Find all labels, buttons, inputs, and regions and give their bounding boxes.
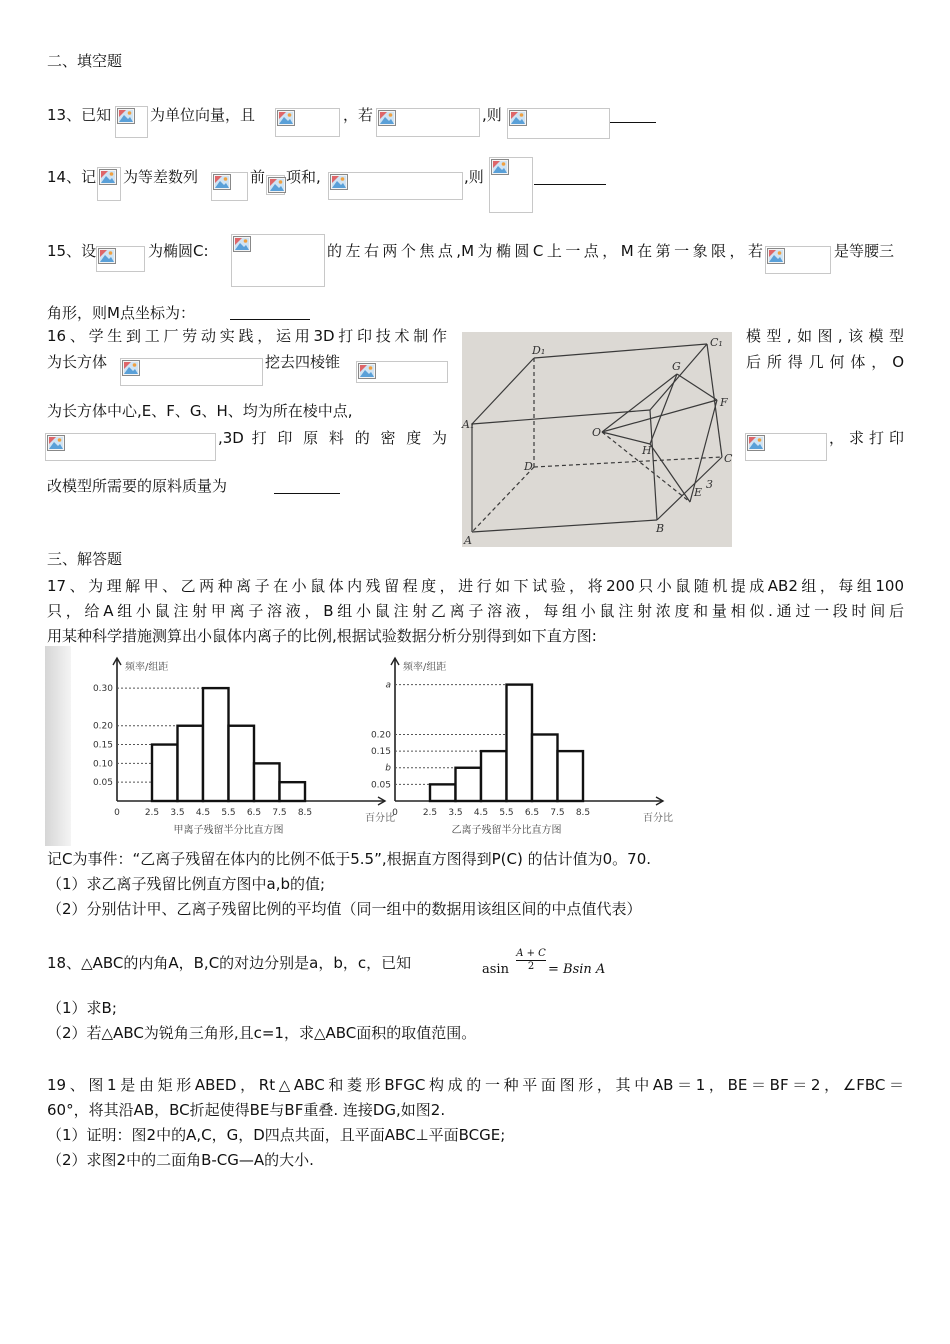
figure-label: B <box>656 522 665 535</box>
figure-label: G <box>672 360 681 373</box>
broken-image-icon <box>330 174 348 190</box>
q14-text-1: 为等差数列 <box>123 168 199 186</box>
q13-prefix: 13、已知 <box>47 106 112 124</box>
q13-text-1: 为单位向量，且 <box>150 106 256 124</box>
figure-label: C₁ <box>710 336 723 349</box>
formula-image-placeholder <box>507 108 610 139</box>
formula-image-placeholder <box>45 433 216 461</box>
broken-image-icon <box>277 110 295 126</box>
histogram-chart-1 <box>85 646 395 846</box>
x-tick-label: 8.5 <box>575 808 591 818</box>
broken-image-icon <box>509 110 527 126</box>
q17-line-3: 用某种科学措施测算出小鼠体内离子的比例,根据试验数据分析分别得到如下直方图: <box>47 627 597 645</box>
formula-part: = Bsin A <box>548 962 606 977</box>
broken-image-icon <box>213 174 231 190</box>
q15-text-2: 的左右两个焦点,M为椭圆C上一点，M在第一象限，若 <box>327 242 763 260</box>
q19-line-1: 19、图1是由矩形ABED，Rt△ABC和菱形BFGC构成的一种平面图形，其中AB＝1，BE＝BF＝2，∠FBC＝ <box>47 1076 904 1094</box>
chart-title: 乙离子残留半分比直方图 <box>451 825 562 836</box>
broken-image-icon <box>233 236 251 252</box>
q16-line-2-right: 后所得几何体，O <box>746 353 904 371</box>
x-tick-label: 4.5 <box>195 808 211 818</box>
x-tick-label: 3.5 <box>448 808 463 818</box>
formula-image-placeholder <box>356 361 448 383</box>
x-tick-label: 0 <box>392 808 398 818</box>
broken-image-icon <box>47 435 65 451</box>
histogram-bar <box>456 768 482 801</box>
x-tick-label: 5.5 <box>221 808 236 818</box>
formula-image-placeholder <box>211 172 248 201</box>
y-tick-label: 0.20 <box>370 730 391 741</box>
q18-part-1: （1）求B; <box>47 999 117 1017</box>
q18-line-1: 18、△ABC的内角A，B,C的对边分别是a，b，c，已知 <box>47 954 412 972</box>
section-title-fill-in: 二、填空题 <box>47 52 123 70</box>
histogram-bar <box>229 726 255 801</box>
q14-prefix: 14、记 <box>47 168 97 186</box>
cuboid-model-figure <box>462 332 732 547</box>
y-tick-label: b <box>385 763 391 774</box>
x-tick-label: 2.5 <box>144 808 160 818</box>
answer-blank <box>534 170 606 185</box>
q17-part-2: （2）分别估计甲、乙离子残留比例的平均值（同一组中的数据用该组区间的中点值代表） <box>47 900 642 918</box>
q17-line-1: 17、为理解甲、乙两种离子在小鼠体内残留程度，进行如下试验，将200只小鼠随机提成AB2组，每组100 <box>47 577 904 595</box>
y-tick-label: 0.05 <box>92 778 113 789</box>
figure-label: D₁ <box>532 344 546 357</box>
formula-image-placeholder <box>96 246 145 272</box>
x-tick-label: 3.5 <box>170 808 185 818</box>
y-tick-label: 0.05 <box>370 780 391 791</box>
y-tick-label: 0.20 <box>92 721 113 732</box>
broken-image-icon <box>767 248 785 264</box>
formula-image-placeholder <box>489 157 533 213</box>
histogram-bar <box>178 726 204 801</box>
x-tick-label: 0 <box>114 808 120 818</box>
formula-part: asin <box>482 962 509 977</box>
q16-line-2a: 为长方体 <box>47 353 108 371</box>
q17-line-2: 只，给A组小鼠注射甲离子溶液，B组小鼠注射乙离子溶液，每组小鼠注射浓度和量相似.通过一段时间后 <box>47 602 904 620</box>
formula-image-placeholder <box>97 167 121 201</box>
formula-image-placeholder <box>328 172 463 200</box>
q19-part-1: （1）证明：图2中的A,C，G，D四点共面，且平面ABC⊥平面BCGE; <box>47 1126 506 1144</box>
formula-numerator: A + C <box>516 948 546 959</box>
q14-text-3: 项和, <box>286 168 321 186</box>
q17-event: 记C为事件：“乙离子残留在体内的比例不低于5.5”,根据直方图得到P(C) 的估计值为0。70. <box>47 850 652 868</box>
x-tick-label: 8.5 <box>297 808 313 818</box>
q15-text-1: 为椭圆C: <box>148 242 209 260</box>
q15-line-2: 角形，则M点坐标为： <box>47 304 195 322</box>
x-tick-label: 4.5 <box>473 808 489 818</box>
q19-part-2: （2）求图2中的二面角B-CG—A的大小. <box>47 1151 314 1169</box>
formula-image-placeholder <box>231 234 325 287</box>
y-tick-label: 0.30 <box>92 684 113 695</box>
x-axis-label: 百分比 <box>643 813 673 824</box>
q14-text-2: 前 <box>250 168 266 186</box>
q16-line-1-right: 模型,如图,该模型 <box>746 327 904 345</box>
formula-image-placeholder <box>275 108 340 137</box>
formula-image-placeholder <box>376 108 480 137</box>
histogram-figure <box>45 646 695 846</box>
x-tick-label: 7.5 <box>272 808 287 818</box>
figure-label: F <box>720 396 728 409</box>
y-tick-label: 0.10 <box>92 759 113 770</box>
histogram-bar <box>532 734 558 801</box>
scan-shadow <box>45 646 71 846</box>
figure-label: 3 <box>706 478 713 491</box>
q13-text-3: ,则 <box>482 106 502 124</box>
broken-image-icon <box>117 108 135 124</box>
histogram-bar <box>481 751 507 801</box>
formula-image-placeholder <box>266 175 285 195</box>
histogram-bar <box>280 782 306 801</box>
histogram-chart-2 <box>363 646 693 846</box>
broken-image-icon <box>122 360 140 376</box>
formula-image-placeholder <box>115 106 148 138</box>
q16-line-3: 为长方体中心,E、F、G、H、均为所在棱中点, <box>47 402 353 420</box>
cuboid-drawing <box>462 332 732 547</box>
figure-label: O <box>592 426 602 439</box>
q16-line-1: 16、学生到工厂劳动实践，运用3D打印技术制作 <box>47 327 447 345</box>
histogram-bar <box>430 784 456 801</box>
section-title-answer: 三、解答题 <box>47 550 123 568</box>
histogram-bar <box>203 688 229 801</box>
y-tick-label: a <box>385 680 391 691</box>
x-axis-label: 百分比 <box>365 813 395 824</box>
histogram-bar <box>507 685 533 801</box>
broken-image-icon <box>491 159 509 175</box>
histogram-bar <box>152 745 178 801</box>
histogram-bar <box>254 763 280 801</box>
figure-label: A₁ <box>462 418 475 431</box>
y-tick-label: 0.15 <box>92 740 113 751</box>
answer-blank <box>610 108 656 123</box>
broken-image-icon <box>747 435 765 451</box>
y-axis-label: 频率/组距 <box>125 662 169 673</box>
answer-blank <box>230 305 310 320</box>
x-tick-label: 6.5 <box>524 808 540 818</box>
figure-label: H <box>642 444 652 457</box>
figure-label: E <box>694 486 703 499</box>
broken-image-icon <box>358 363 376 379</box>
chart-title: 甲离子残留半分比直方图 <box>173 825 284 836</box>
q19-line-2: 60°，将其沿AB，BC折起使得BE与BF重叠. 连接DG,如图2. <box>47 1101 446 1119</box>
broken-image-icon <box>98 248 116 264</box>
x-tick-label: 6.5 <box>246 808 262 818</box>
q14-text-4: ,则 <box>464 168 484 186</box>
q16-line-4-right: ，求打印 <box>829 429 904 447</box>
q16-line-4: ,3D 打 印 原 料 的 密 度 为 <box>218 429 447 447</box>
broken-image-icon <box>268 177 286 193</box>
formula-image-placeholder <box>745 433 827 461</box>
q16-line-5: 改模型所需要的原料质量为 <box>47 477 228 495</box>
q15-prefix: 15、设 <box>47 242 97 260</box>
q15-text-3: 是等腰三 <box>834 242 895 260</box>
broken-image-icon <box>378 110 396 126</box>
y-axis-label: 频率/组距 <box>403 662 447 673</box>
histogram-bar <box>558 751 584 801</box>
broken-image-icon <box>99 169 117 185</box>
q13-text-2: ，若 <box>343 106 374 124</box>
q18-part-2: （2）若△ABC为锐角三角形,且c=1，求△ABC面积的取值范围。 <box>47 1024 477 1042</box>
x-tick-label: 7.5 <box>550 808 565 818</box>
formula-denominator: 2 <box>527 961 535 972</box>
figure-label: A <box>464 534 472 547</box>
answer-blank <box>274 479 340 494</box>
x-tick-label: 2.5 <box>422 808 438 818</box>
x-tick-label: 5.5 <box>499 808 514 818</box>
q16-line-2b: 挖去四棱锥 <box>265 353 341 371</box>
q17-part-1: （1）求乙离子残留比例直方图中a,b的值; <box>47 875 326 893</box>
formula-image-placeholder <box>765 246 831 274</box>
y-tick-label: 0.15 <box>370 747 391 758</box>
formula-image-placeholder <box>120 358 263 386</box>
figure-label: D <box>524 460 533 473</box>
figure-label: C <box>724 452 733 465</box>
